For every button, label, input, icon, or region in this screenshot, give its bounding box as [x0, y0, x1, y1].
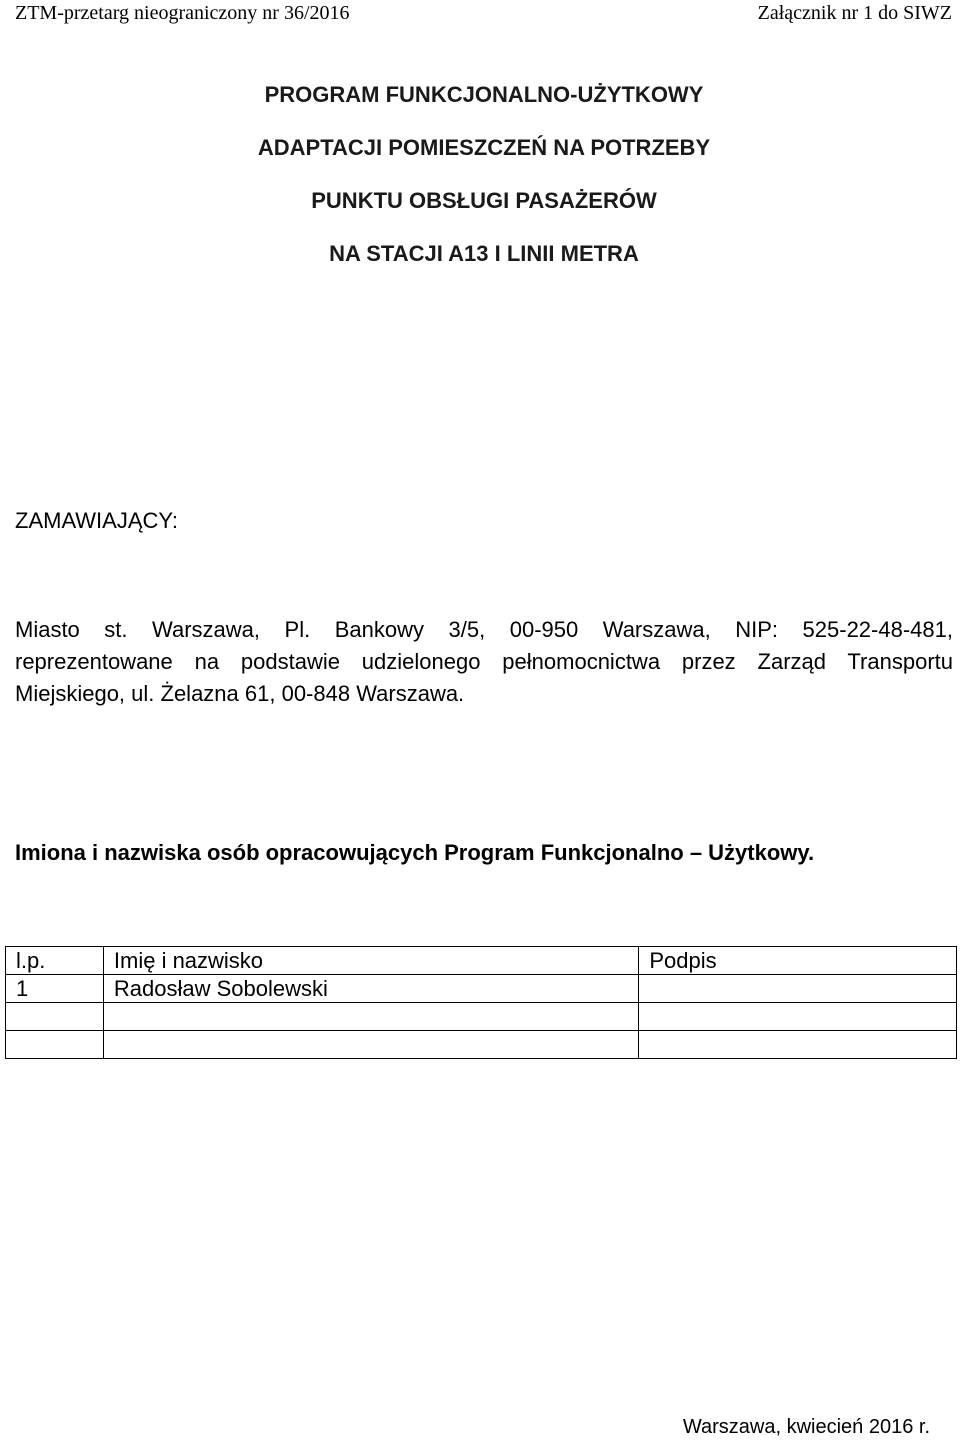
table-row [6, 975, 957, 1003]
cell-signature [639, 975, 957, 1003]
table-row [6, 1031, 957, 1059]
header-document-reference: ZTM-przetarg nieograniczony nr 36/2016 [15, 2, 350, 24]
document-title [0, 80, 960, 292]
cell-signature [639, 1003, 957, 1031]
title-line: NA STACJI A13 I LINII METRA [329, 241, 639, 266]
cell-name: Radosław Sobolewski [103, 975, 638, 1003]
title-line: PROGRAM FUNKCJONALNO-UŻYTKOWY [264, 82, 704, 107]
cell-name [103, 1003, 638, 1031]
ordering-party-line: reprezentowane na podstawie udzielonego pełnomocnictwa przez Zarząd Transportu [15, 649, 953, 674]
cell-lp [6, 1003, 104, 1031]
table-header-row [6, 947, 957, 975]
cell-lp: 1 [6, 975, 104, 1003]
authors-table [5, 946, 957, 1059]
place-and-date: Warszawa, kwiecień 2016 r. [682, 1416, 930, 1438]
ordering-party-details [15, 614, 953, 710]
ordering-party-heading: ZAMAWIAJĄCY: [15, 508, 178, 533]
title-line: PUNKTU OBSŁUGI PASAŻERÓW [311, 188, 657, 213]
column-header-lp: l.p. [6, 947, 104, 975]
column-header-signature: Podpis [639, 947, 957, 975]
cell-lp [6, 1031, 104, 1059]
header-attachment-label: Załącznik nr 1 do SIWZ [757, 2, 952, 24]
cell-name [103, 1031, 638, 1059]
ordering-party-line: Miejskiego, ul. Żelazna 61, 00-848 Warszawa. [15, 681, 465, 706]
title-line: ADAPTACJI POMIESZCZEŃ NA POTRZEBY [257, 135, 711, 160]
column-header-name: Imię i nazwisko [103, 947, 638, 975]
table-row [6, 1003, 957, 1031]
authors-heading: Imiona i nazwiska osób opracowujących Program Funkcjonalno – Użytkowy. [15, 840, 815, 865]
ordering-party-line: Miasto st. Warszawa, Pl. Bankowy 3/5, 00-950 Warszawa, NIP: 525-22-48-481, [15, 617, 953, 642]
cell-signature [639, 1031, 957, 1059]
